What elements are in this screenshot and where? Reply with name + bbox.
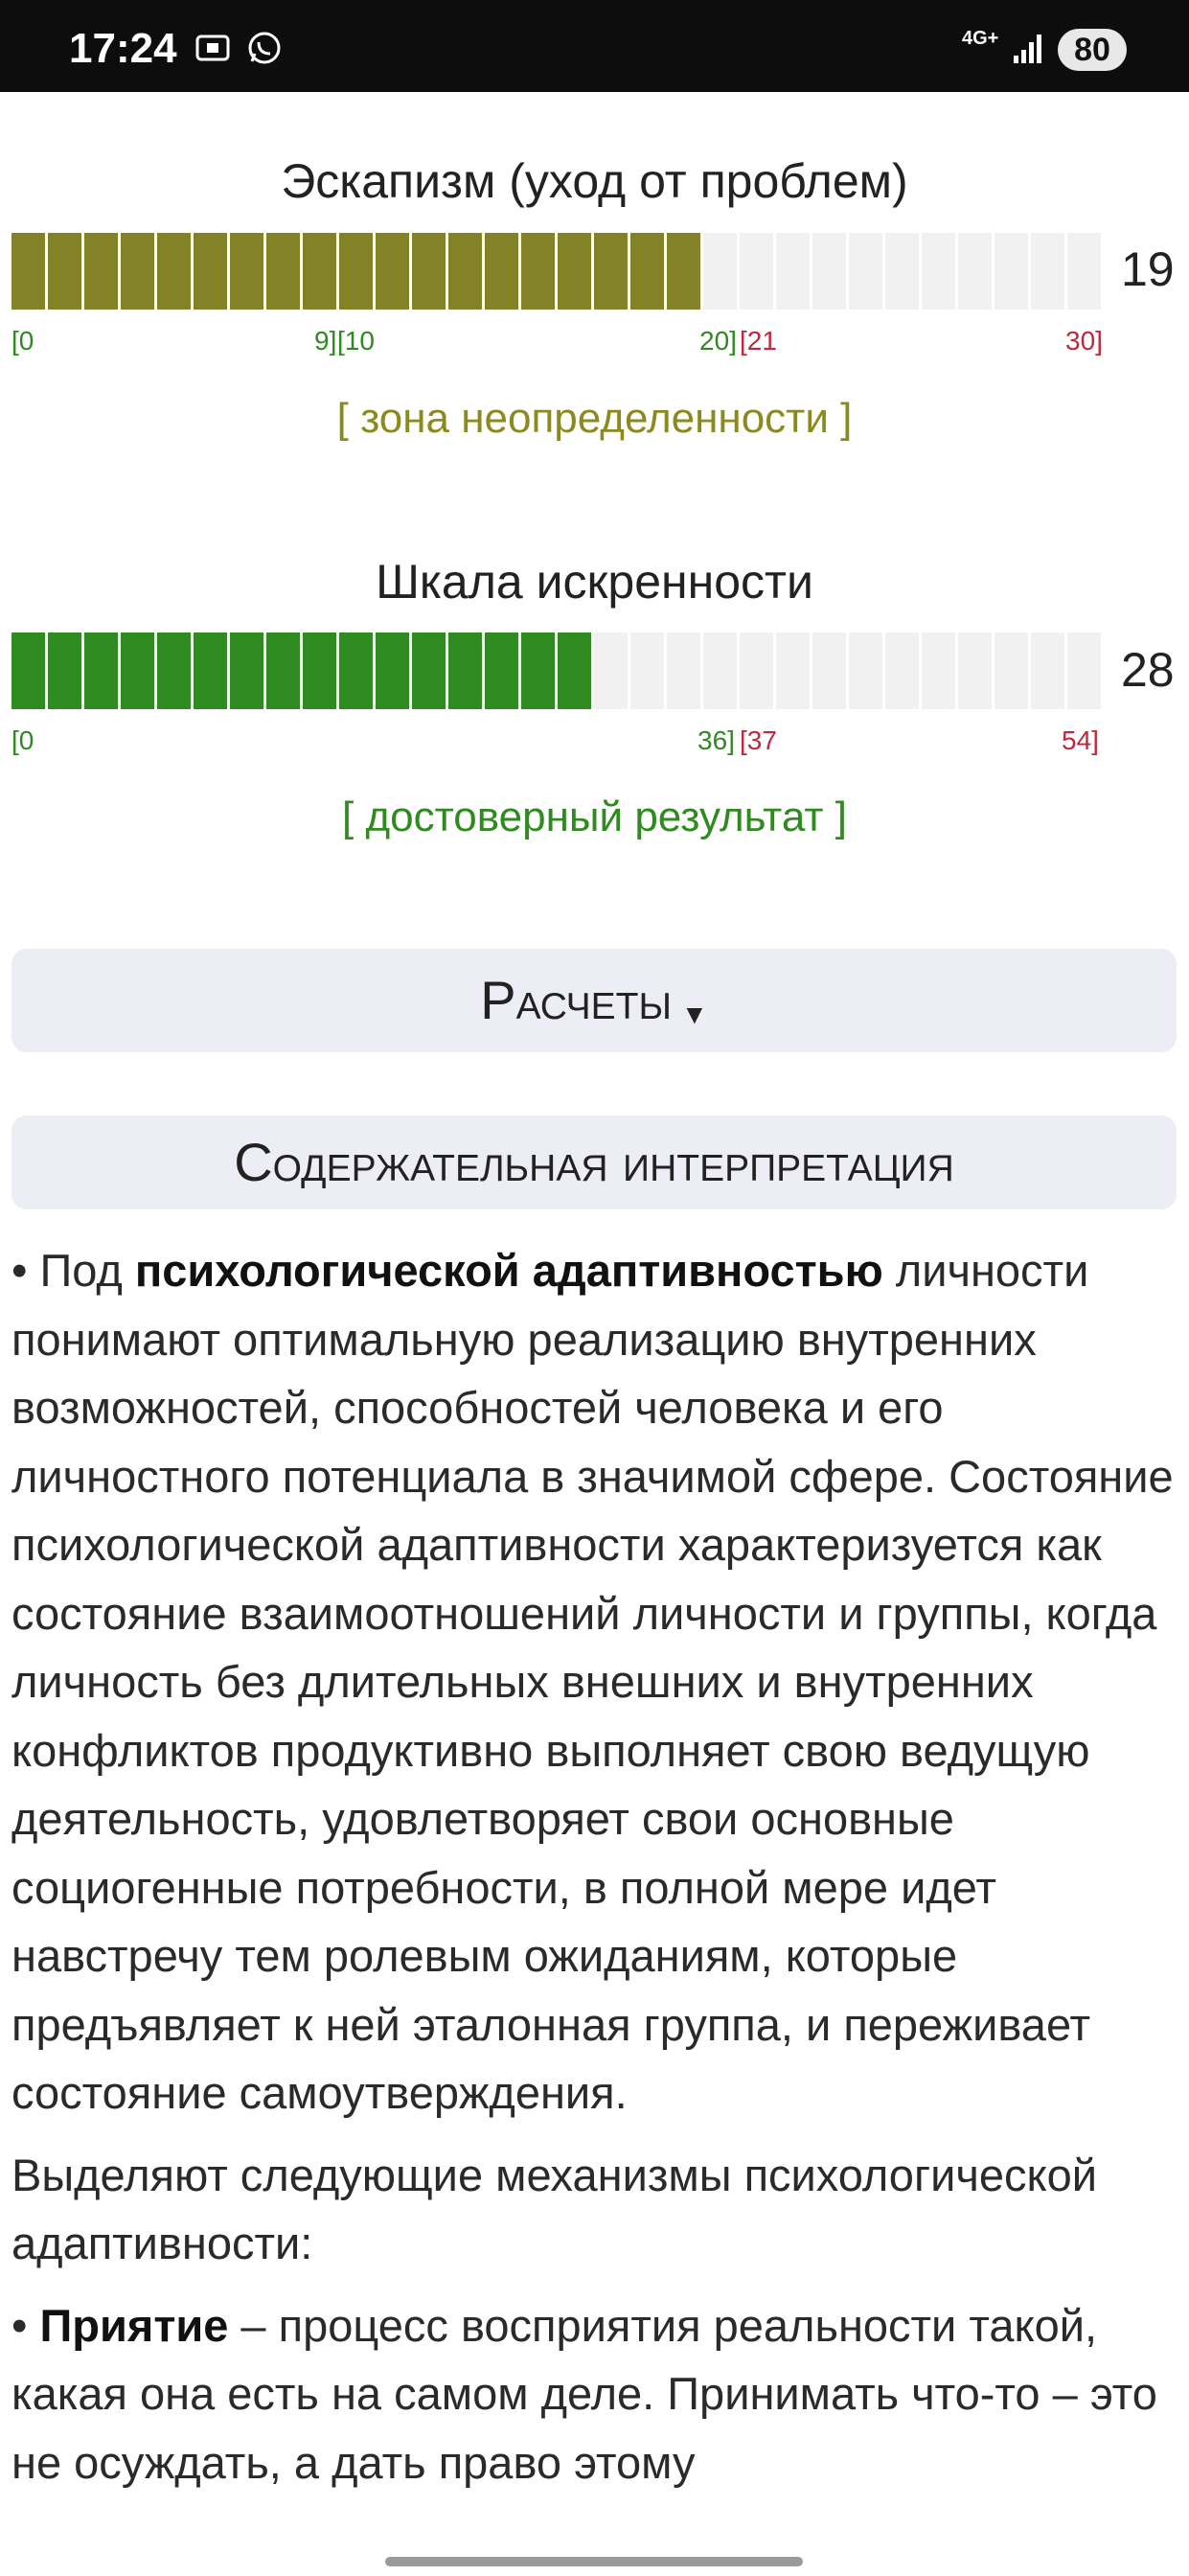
signal-icon (1008, 29, 1046, 67)
bar-segment-empty (594, 632, 630, 709)
text-run: • (11, 2299, 40, 2351)
bar-segment-filled (230, 632, 266, 709)
bar-segment-empty (885, 233, 922, 310)
bar-segment-filled (594, 233, 630, 310)
bar-segment-filled (230, 233, 266, 310)
scale-title: Эскапизм (уход от проблем) (281, 154, 908, 208)
tick-mid-left: 9] (314, 326, 337, 356)
bar-segment-filled (11, 632, 48, 709)
bar-segment-filled (48, 632, 84, 709)
interpretation-text (11, 1236, 1177, 2510)
scale-bar (11, 233, 1104, 310)
bar-segment-empty (812, 632, 849, 709)
bar-segment-empty (776, 632, 812, 709)
network-type: 4G+ (962, 28, 999, 49)
paragraph: Выделяют следующие механизмы психологической адаптивности: (11, 2149, 1097, 2268)
bar-segment-filled (121, 632, 157, 709)
bar-segment-filled (339, 632, 376, 709)
bar-segment-filled (48, 233, 84, 310)
bar-segment-filled (194, 233, 230, 310)
bar-segment-filled (266, 233, 303, 310)
bar-segment-filled (667, 233, 703, 310)
home-indicator[interactable] (385, 2557, 803, 2566)
tick-mid-right: 36] (697, 725, 735, 755)
bar-segment-empty (667, 632, 703, 709)
status-bar (0, 0, 1189, 92)
dropdown-arrow-icon: ▼ (681, 999, 708, 1029)
paragraph (11, 2291, 1177, 2497)
bar-segment-empty (740, 632, 776, 709)
scale-title: Шкала искренности (376, 555, 813, 609)
bar-segment-filled (266, 632, 303, 709)
bar-segment-filled (11, 233, 48, 310)
bar-segment-filled (448, 233, 485, 310)
bar-segment-filled (448, 632, 485, 709)
interpretation-header[interactable] (11, 1116, 1177, 1209)
whatsapp-icon (245, 29, 284, 67)
bar-segment-empty (995, 632, 1031, 709)
bar-segment-empty (958, 632, 995, 709)
bar-segment-empty (922, 632, 958, 709)
tick-mid-right-2: [37 (740, 725, 777, 755)
bar-segment-empty (958, 233, 995, 310)
tick-start: [0 (11, 725, 34, 755)
bar-segment-empty (1067, 233, 1104, 310)
bar-segment-empty (1067, 632, 1104, 709)
scale-value: 19 (1121, 242, 1175, 296)
bar-segment-empty (849, 632, 885, 709)
bar-segment-empty (740, 233, 776, 310)
bar-segment-filled (303, 233, 339, 310)
bar-segment-empty (885, 632, 922, 709)
bar-segment-filled (558, 233, 594, 310)
paragraph (11, 1236, 1177, 2128)
scale-bar (11, 632, 1104, 709)
bar-segment-filled (339, 233, 376, 310)
bar-segment-filled (84, 632, 121, 709)
status-time: 17:24 (69, 25, 177, 72)
scale-value: 28 (1121, 643, 1175, 697)
bar-segment-filled (157, 632, 194, 709)
bar-segment-filled (84, 233, 121, 310)
bar-segment-empty (849, 233, 885, 310)
battery-level: 80 (1058, 29, 1127, 71)
bar-segment-filled (412, 632, 448, 709)
bar-segment-empty (995, 233, 1031, 310)
bold-term: Приятие (39, 2299, 229, 2351)
bar-segment-filled (485, 632, 521, 709)
text-run: – процесс восприятия реальности такой, какая она есть на самом деле. Принимать что-то – это не осуждать, а дать право этому (11, 2299, 1157, 2488)
bold-term: психологической адаптивностью (134, 1245, 883, 1296)
screenshot-icon (194, 29, 232, 67)
bar-segment-empty (703, 632, 740, 709)
bar-segment-filled (558, 632, 594, 709)
bar-segment-filled (485, 233, 521, 310)
tick-start: [0 (11, 326, 34, 356)
tick-mid-left-2: [10 (337, 326, 375, 356)
bar-segment-filled (521, 233, 558, 310)
tick-end: 54] (1062, 725, 1099, 755)
zone-label: [ зона неопределенности ] (336, 395, 853, 442)
bar-segment-filled (376, 233, 412, 310)
interpretation-label: Содержательная интерпретация (234, 1132, 954, 1192)
bar-segment-empty (922, 233, 958, 310)
bar-segment-filled (412, 233, 448, 310)
bar-segment-filled (121, 233, 157, 310)
bar-segment-empty (812, 233, 849, 310)
calculations-toggle-button[interactable] (11, 949, 1177, 1052)
bar-segment-empty (776, 233, 812, 310)
bar-segment-filled (303, 632, 339, 709)
bar-segment-filled (194, 632, 230, 709)
tick-mid-right: 20] (699, 326, 737, 356)
bar-segment-filled (630, 233, 667, 310)
calculations-label: Расчеты (480, 970, 672, 1030)
text-run: • Под (11, 1245, 135, 1296)
zone-label: [ достоверный результат ] (342, 794, 847, 840)
bar-segment-filled (521, 632, 558, 709)
tick-mid-right-2: [21 (740, 326, 777, 356)
bar-segment-filled (376, 632, 412, 709)
text-run: личности понимают оптимальную реализацию внутренних возможностей, способностей человека и его личностного потенциала в значимой сфере. Состояние психологической адаптивности характеризуется как состояние взаимоотношений личности и группы, когда личность без длительных внешних и внутренних конфликтов продуктивно выполняет свою ведущую деятельность, удовлетворяет свои основные социогенные потребности, в полной мере идет навстречу тем ролевым ожиданиям, которые предъявляет к ней эталонная группа, и переживает состояние самоутверждения. (11, 1245, 1174, 2118)
bar-segment-empty (1031, 632, 1067, 709)
bar-segment-empty (630, 632, 667, 709)
bar-segment-filled (157, 233, 194, 310)
bar-segment-empty (703, 233, 740, 310)
tick-end: 30] (1065, 326, 1103, 356)
bar-segment-empty (1031, 233, 1067, 310)
